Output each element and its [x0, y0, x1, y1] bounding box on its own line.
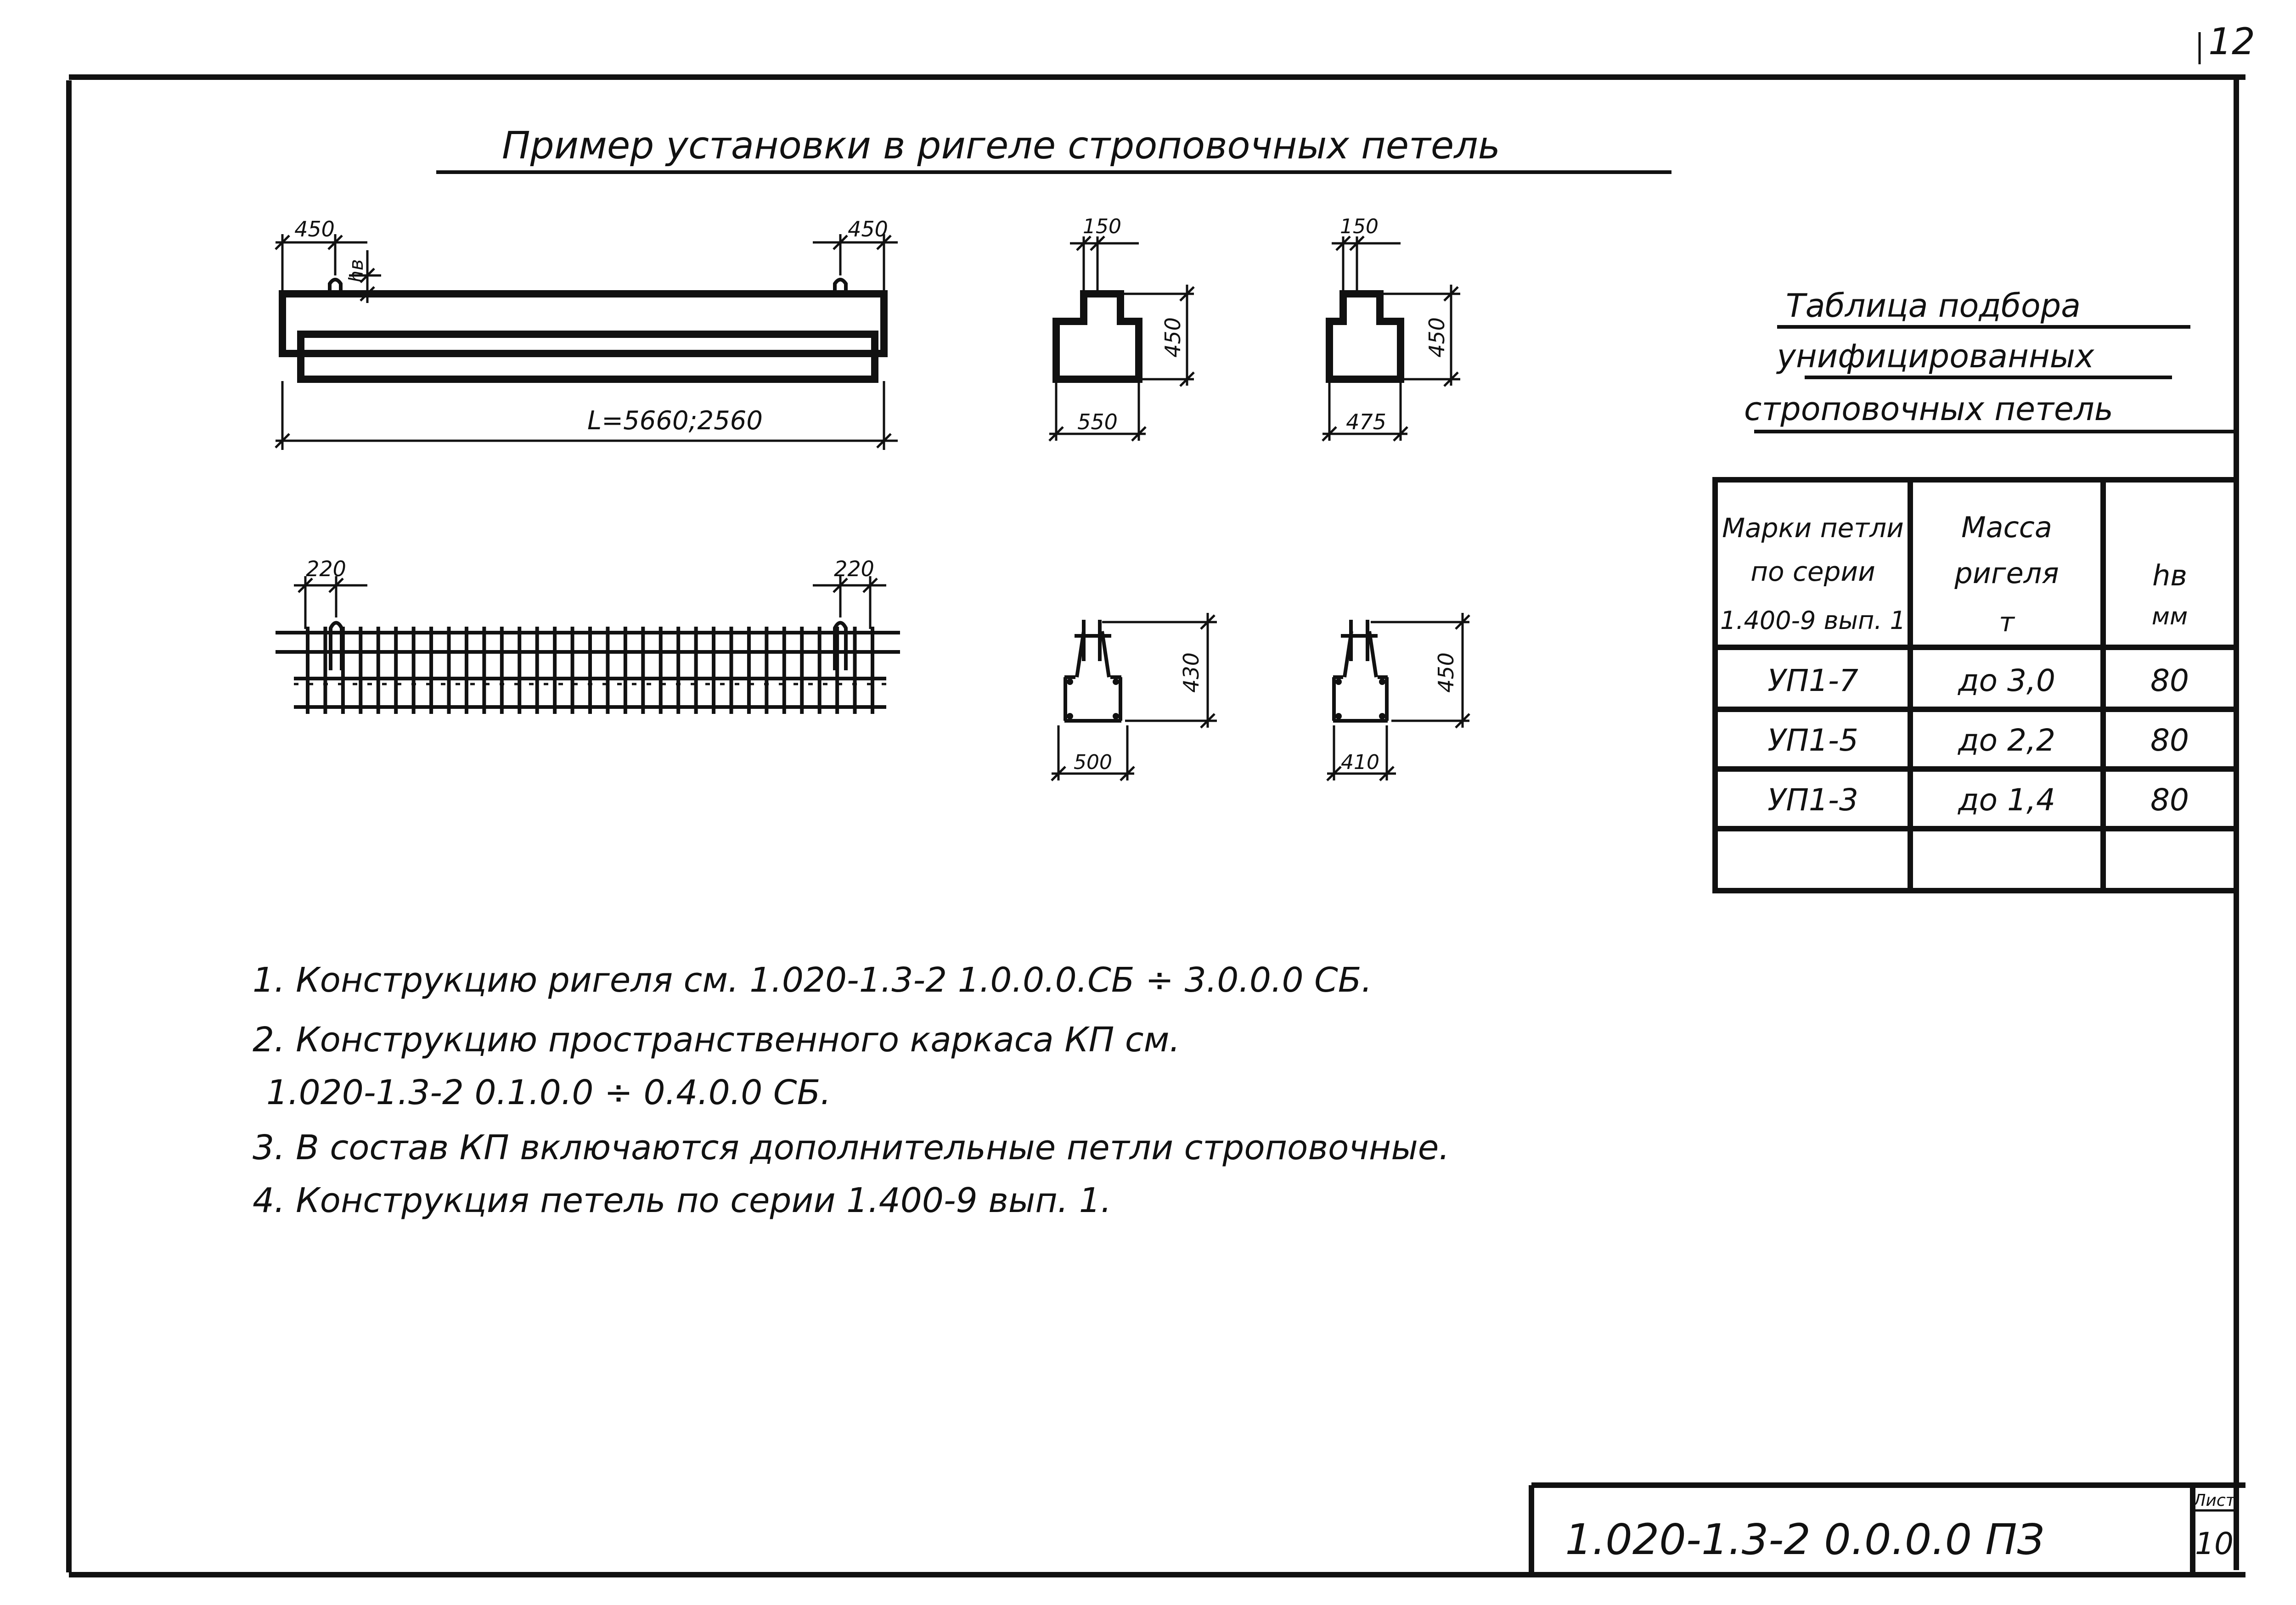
table-header-hv-2: мм — [2151, 603, 2188, 630]
table-row — [1767, 723, 2189, 758]
dim-section-a-height: 450 — [1160, 317, 1185, 358]
dim-elevation-right: 450 — [848, 217, 888, 241]
dim-cage-section-b-width: 410 — [1341, 751, 1379, 774]
sheet-frame — [69, 32, 2245, 1575]
dim-elevation-hv: hв — [345, 259, 367, 283]
table-cell-mark: УП1-3 — [1767, 782, 1858, 818]
dim-section-a-width: 550 — [1077, 410, 1118, 434]
notes — [253, 960, 1450, 1220]
table-header-row — [1720, 511, 2188, 638]
table-cell-mass: до 2,2 — [1958, 723, 2055, 758]
table-title-line-1: Таблица подбора — [1785, 287, 2081, 325]
table-cell-mass: до 3,0 — [1958, 663, 2055, 698]
note-3: 3. В состав КП включаются дополнительные петли строповочные. — [253, 1128, 1450, 1167]
beam-elevation — [276, 234, 898, 450]
table-cell-mark: УП1-7 — [1767, 663, 1858, 698]
dim-cage-right: 220 — [834, 556, 874, 581]
table-title-line-2: унифицированных — [1777, 337, 2094, 375]
table-cell-hv: 80 — [2150, 782, 2189, 818]
drawing-title: Пример установки в ригеле строповочных петель — [501, 124, 1501, 168]
table-header-mark-2: по серии — [1750, 556, 1875, 587]
table-cell-hv: 80 — [2150, 723, 2189, 758]
table-header-hv-1: hв — [2152, 559, 2187, 592]
table-header-mark-3: 1.400-9 вып. 1 — [1720, 606, 1906, 635]
dim-cage-left: 220 — [306, 556, 346, 581]
table-header-mass-2: ригеля — [1954, 556, 2059, 590]
table-cell-mass: до 1,4 — [1958, 782, 2055, 818]
table-header-mass-1: Масса — [1961, 511, 2052, 544]
stamp-designation: 1.020-1.3-2 0.0.0.0 ПЗ — [1565, 1515, 2044, 1564]
dim-section-b-top: 150 — [1340, 215, 1379, 238]
note-4: 4. Конструкция петель по серии 1.400-9 вып. 1. — [253, 1181, 1112, 1220]
dim-section-b-width: 475 — [1346, 410, 1386, 434]
table-title-line-3: строповочных петель — [1744, 390, 2113, 428]
note-1: 1. Конструкцию ригеля см. 1.020-1.3-2 1.0.0.0.СБ ÷ 3.0.0.0 СБ. — [253, 960, 1373, 1000]
dim-elevation-length: L=5660;2560 — [587, 406, 763, 436]
table-cell-hv: 80 — [2150, 663, 2189, 698]
dim-elevation-left: 450 — [294, 217, 335, 241]
table-cell-mark: УП1-5 — [1767, 723, 1858, 758]
table-header-mark-1: Марки петли — [1722, 512, 1904, 544]
dim-cage-section-b-height: 450 — [1434, 652, 1458, 693]
dim-cage-section-a-width: 500 — [1074, 751, 1112, 774]
dim-section-a-top: 150 — [1083, 215, 1121, 238]
note-2-continued: 1.020-1.3-2 0.1.0.0 ÷ 0.4.0.0 СБ. — [266, 1073, 831, 1112]
stamp-sheet-label: Лист — [2193, 1491, 2235, 1510]
note-2: 2. Конструкцию пространственного каркаса КП см. — [253, 1020, 1180, 1060]
table-header-mass-3: т — [1999, 606, 2015, 638]
table-row — [1767, 782, 2189, 818]
page-number: 12 — [2208, 20, 2255, 63]
dim-section-b-height: 450 — [1424, 317, 1449, 358]
dim-cage-section-a-height: 430 — [1179, 652, 1204, 693]
stamp-sheet-number: 10 — [2195, 1526, 2234, 1561]
table-row — [1767, 663, 2189, 698]
cage-elevation — [276, 576, 900, 714]
